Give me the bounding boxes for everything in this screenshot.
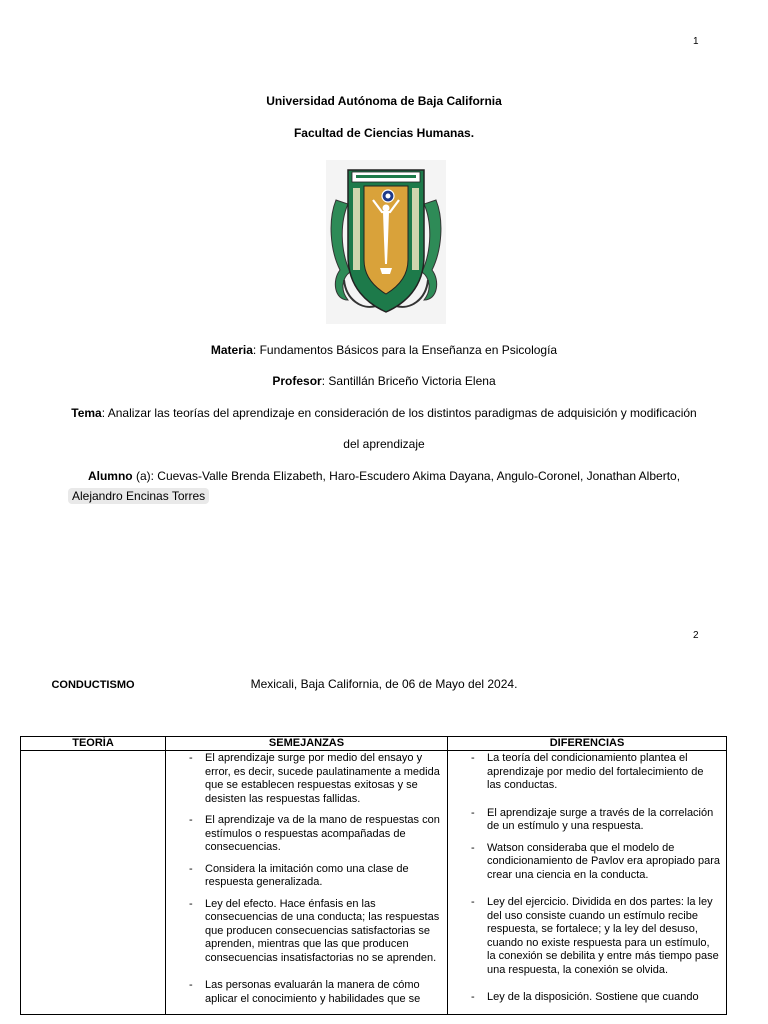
header-teoria: TEORÍA [21, 737, 166, 751]
table-row [21, 751, 727, 1015]
list-item: - El aprendizaje surge a través de la correlación de un estímulo y una respuesta. [448, 807, 720, 834]
diferencias-list [448, 751, 726, 1005]
list-item: - Ley del ejercicio. Dividida en dos partes: la ley del uso consiste cuando un estímulo recibe respuesta, se fortalece; y la ley del desuso, cuando no existe respuesta para un estímulo, la conexión se debilita y entre más tiempo pase una respuesta, la conexión se olvida. [448, 896, 720, 977]
place-date: Mexicali, Baja California, de 06 de Mayo del 2024. [250, 677, 518, 691]
highlighted-student-name: Alejandro Encinas Torres [68, 488, 209, 504]
alumno-value-line1: (a): Cuevas-Valle Brenda Elizabeth, Haro-Escudero Akima Dayana, Angulo-Coronel, Jonathan Alberto, [132, 469, 681, 483]
profesor-value: : Santillán Briceño Victoria Elena [321, 374, 496, 388]
list-item: - Watson consideraba que el modelo de condicionamiento de Pavlov era apropiado para crear una ciencia en la conducta. [448, 842, 720, 883]
materia-line [0, 343, 768, 357]
table-header-row [21, 737, 727, 751]
theory-name: CONDUCTISMO [51, 679, 135, 691]
semejanzas-list [166, 751, 447, 1006]
profesor-label: Profesor [272, 374, 322, 388]
tema-label: Tema [71, 406, 102, 420]
faculty-name: Facultad de Ciencias Humanas. [293, 126, 475, 140]
university-name: Universidad Autónoma de Baja California [266, 94, 502, 108]
list-item: - Ley de la disposición. Sostiene que cuando [448, 991, 720, 1005]
tema-value-line1: : Analizar las teorías del aprendizaje en consideración de los distintos paradigmas de adquisición y modificación [101, 406, 697, 420]
seal-icon [326, 160, 446, 324]
page-number: 2 [693, 630, 699, 641]
tema-line [0, 406, 768, 420]
alumno-line [0, 469, 768, 483]
tema-value-line2: del aprendizaje [343, 437, 425, 451]
materia-label: Materia [210, 343, 253, 357]
header-diferencias: DIFERENCIAS [448, 737, 727, 751]
alumno-label: Alumno [87, 469, 133, 483]
list-item: - Las personas evaluarán la manera de cómo aplicar el conocimiento y habilidades que se [166, 979, 441, 1006]
profesor-line [0, 374, 768, 388]
list-item: - Ley del efecto. Hace énfasis en las consecuencias de una conducta; las respuestas que producen consecuencias satisfactorias se aprenden, mientras que las que producen consecuencias insatisfactorias no se aprenden. [166, 898, 441, 966]
page-number: 1 [693, 36, 699, 47]
header-semejanzas: SEMEJANZAS [166, 737, 448, 751]
materia-value: : Fundamentos Básicos para la Enseñanza en Psicología [252, 343, 558, 357]
university-seal-logo [326, 160, 446, 324]
diferencias-cell [448, 751, 727, 1015]
list-item: - El aprendizaje surge por medio del ensayo y error, es decir, sucede paulatinamente a medida que se establecen respuestas exitosas y se desisten las respuestas fallidas. [166, 752, 441, 806]
list-item: - El aprendizaje va de la mano de respuestas con estímulos o respuestas acompañadas de consecuencias. [166, 814, 441, 855]
list-item: - Considera la imitación como una clase de respuesta generalizada. [166, 863, 441, 890]
alumno-value-line2 [68, 489, 209, 503]
list-item: - La teoría del condicionamiento plantea el aprendizaje por medio del fortalecimiento de las conductas. [448, 752, 720, 793]
semejanzas-cell [166, 751, 448, 1015]
